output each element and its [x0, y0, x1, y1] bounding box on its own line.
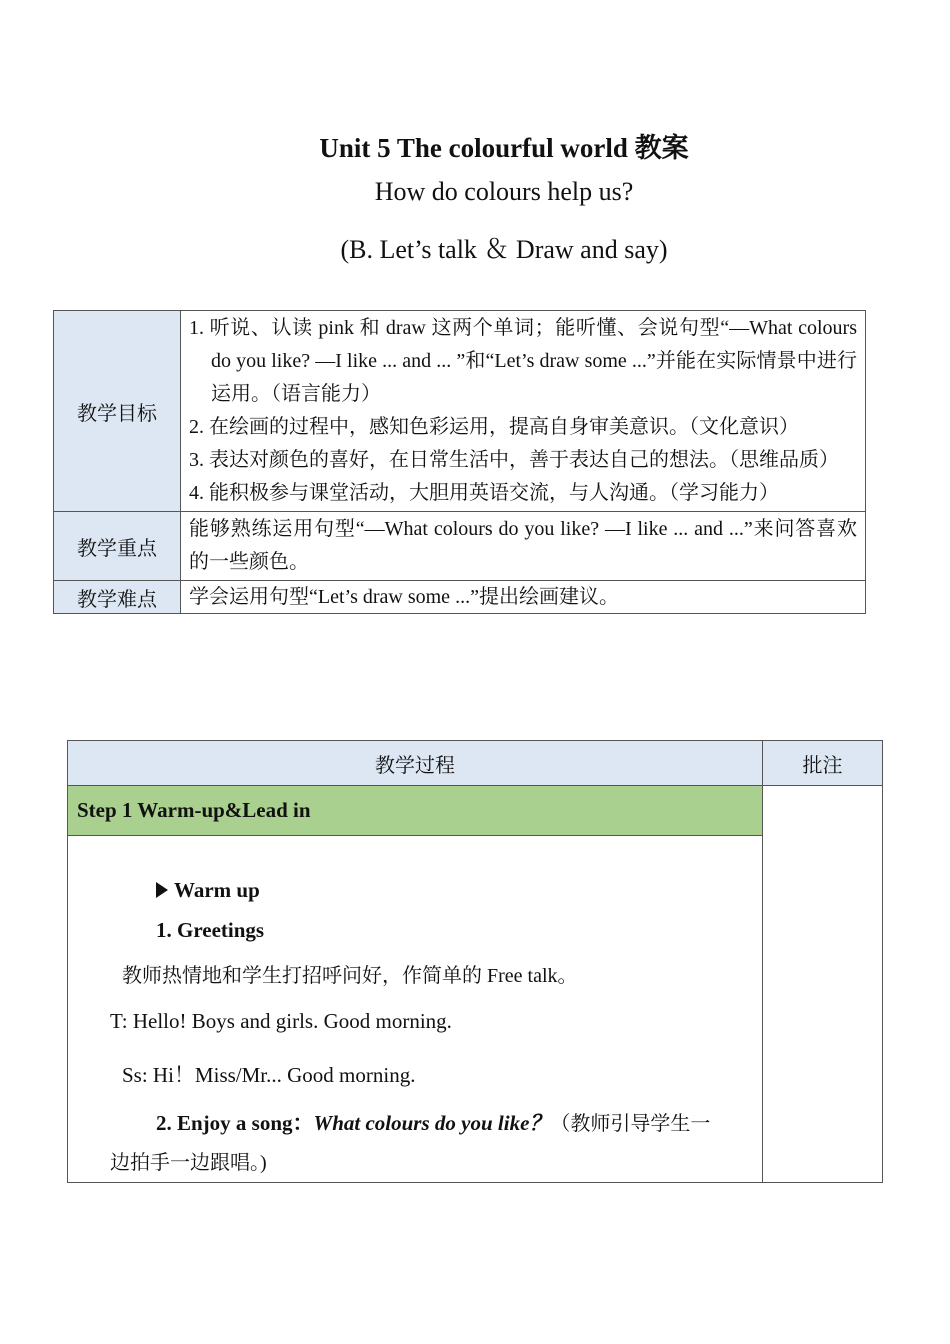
- document-section: (B. Let’s talk ＆ Draw and say): [340, 235, 668, 264]
- key-point-label: 教学重点: [54, 512, 181, 581]
- document-title: Unit 5 The colourful world 教案: [319, 133, 689, 163]
- warm-up-label: Warm up: [174, 878, 260, 902]
- song-title: What colours do you like？: [313, 1111, 551, 1135]
- song-note: （教师引导学生一: [550, 1113, 711, 1135]
- students-line: Ss: Hi！Miss/Mr... Good morning.: [122, 1063, 416, 1087]
- goal-item: 1. 听说、认读 pink 和 draw 这两个单词；能听懂、会说句型“—What colours do you like? —I like ... and ... ”和“Let’s draw some ...”并能在实际情景中进行运用。（语言能力）: [189, 317, 857, 405]
- step-title: Step 1 Warm-up&Lead in: [68, 786, 763, 836]
- difficulty-text: 学会运用句型“Let’s draw some ...”提出绘画建议。: [181, 581, 866, 614]
- document-subtitle: How do colours help us?: [374, 177, 634, 206]
- notes-cell: [763, 786, 883, 1183]
- objectives-table: [53, 310, 866, 614]
- song-prefix: 2. Enjoy a song：: [156, 1111, 314, 1135]
- goal-item: 2. 在绘画的过程中，感知色彩运用，提高自身审美意识。（文化意识）: [189, 416, 799, 438]
- difficulty-label: 教学难点: [54, 581, 181, 614]
- teacher-line: T: Hello! Boys and girls. Good morning.: [110, 1009, 452, 1033]
- song-line: [156, 1107, 710, 1137]
- teacher-action: 教师热情地和学生打招呼问好，作简单的 Free talk。: [122, 965, 578, 987]
- process-header: 教学过程: [68, 741, 763, 786]
- goal-item: 4. 能积极参与课堂活动，大胆用英语交流，与人沟通。（学习能力）: [189, 482, 779, 504]
- process-table: [67, 740, 883, 1183]
- step-body: [68, 836, 763, 1183]
- arrow-bullet-icon: [156, 882, 168, 898]
- key-point-text: 能够熟练运用句型“—What colours do you like? —I like ... and ...”来问答喜欢的一些颜色。: [181, 512, 866, 581]
- goals-label: 教学目标: [54, 311, 181, 512]
- notes-header: 批注: [763, 741, 883, 786]
- goals-cell: [181, 311, 866, 512]
- song-note-continued: 边拍手一边跟唱。): [110, 1152, 267, 1174]
- greetings-heading: 1. Greetings: [156, 918, 265, 942]
- warm-up-heading: [156, 878, 260, 903]
- goal-item: 3. 表达对颜色的喜好，在日常生活中，善于表达自己的想法。（思维品质）: [189, 449, 839, 471]
